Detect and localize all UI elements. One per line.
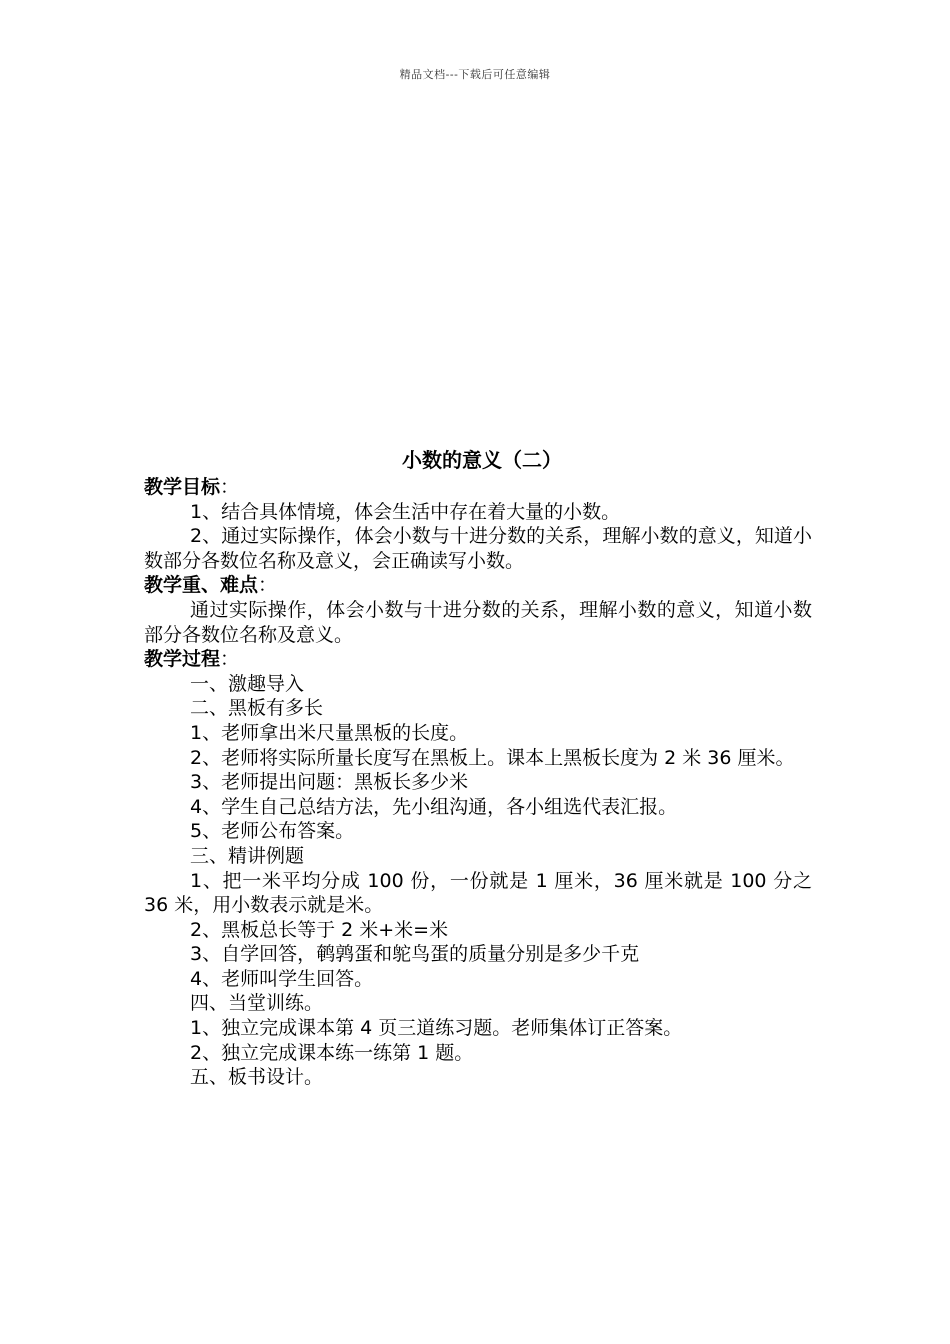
goals-heading-text: 教学目标 [144,476,221,498]
process-step: 3、老师提出问题：黑板长多少米 [190,771,469,794]
process-step: 4、老师叫学生回答。 [190,967,374,990]
process-section-title: 一、激趣导入 [190,672,305,695]
process-step: 1、老师拿出米尺量黑板的长度。 [190,721,469,744]
process-heading-colon: ： [220,648,240,671]
key-points-heading [144,573,812,598]
key-points-text: 通过实际操作，体会小数与十进分数的关系，理解小数的意义，知道小数部分各数位名称及意义。 [144,598,812,646]
goal-item: 2、通过实际操作，体会小数与十进分数的关系，理解小数的意义，知道小数部分各数位名称及意义，会正确读写小数。 [144,525,812,572]
process-step: 1、独立完成课本第 4 页三道练习题。老师集体订正答案。 [190,1017,683,1040]
goals-heading [144,475,812,500]
process-section-title: 四、当堂训练。 [190,992,324,1015]
document-title: 小数的意义（二） [402,448,562,472]
key-points-heading-colon: ： [258,574,278,597]
process-step: 5、老师公布答案。 [190,820,355,843]
process-step: 1、把一米平均分成 100 份，一份就是 1 厘米，36 厘米就是 100 分之 36 米，用小数表示就是米。 [144,869,812,917]
key-points-heading-text: 教学重、难点 [144,574,259,597]
process-heading-text: 教学过程 [144,648,221,671]
process-step: 3、自学回答，鹌鹑蛋和鸵鸟蛋的质量分别是多少千克 [190,943,640,966]
page-header-note: 精品文档---下载后可任意编辑 [399,68,551,81]
goal-item: 1、结合具体情境，体会生活中存在着大量的小数。 [190,500,621,523]
process-section-title: 三、精讲例题 [190,844,305,867]
process-heading [144,647,812,672]
process-step: 2、独立完成课本练一练第 1 题。 [190,1041,474,1064]
document-body [144,446,812,1090]
process-step: 4、学生自己总结方法，先小组沟通，各小组选代表汇报。 [190,795,678,818]
process-section-title: 五、板书设计。 [190,1066,324,1089]
goals-heading-colon: ： [220,476,240,498]
process-step: 2、黑板总长等于 2 米+米=米 [190,918,449,941]
process-step: 2、老师将实际所量长度写在黑板上。课本上黑板长度为 2 米 36 厘米。 [190,746,795,769]
process-section-title: 二、黑板有多长 [190,697,324,720]
